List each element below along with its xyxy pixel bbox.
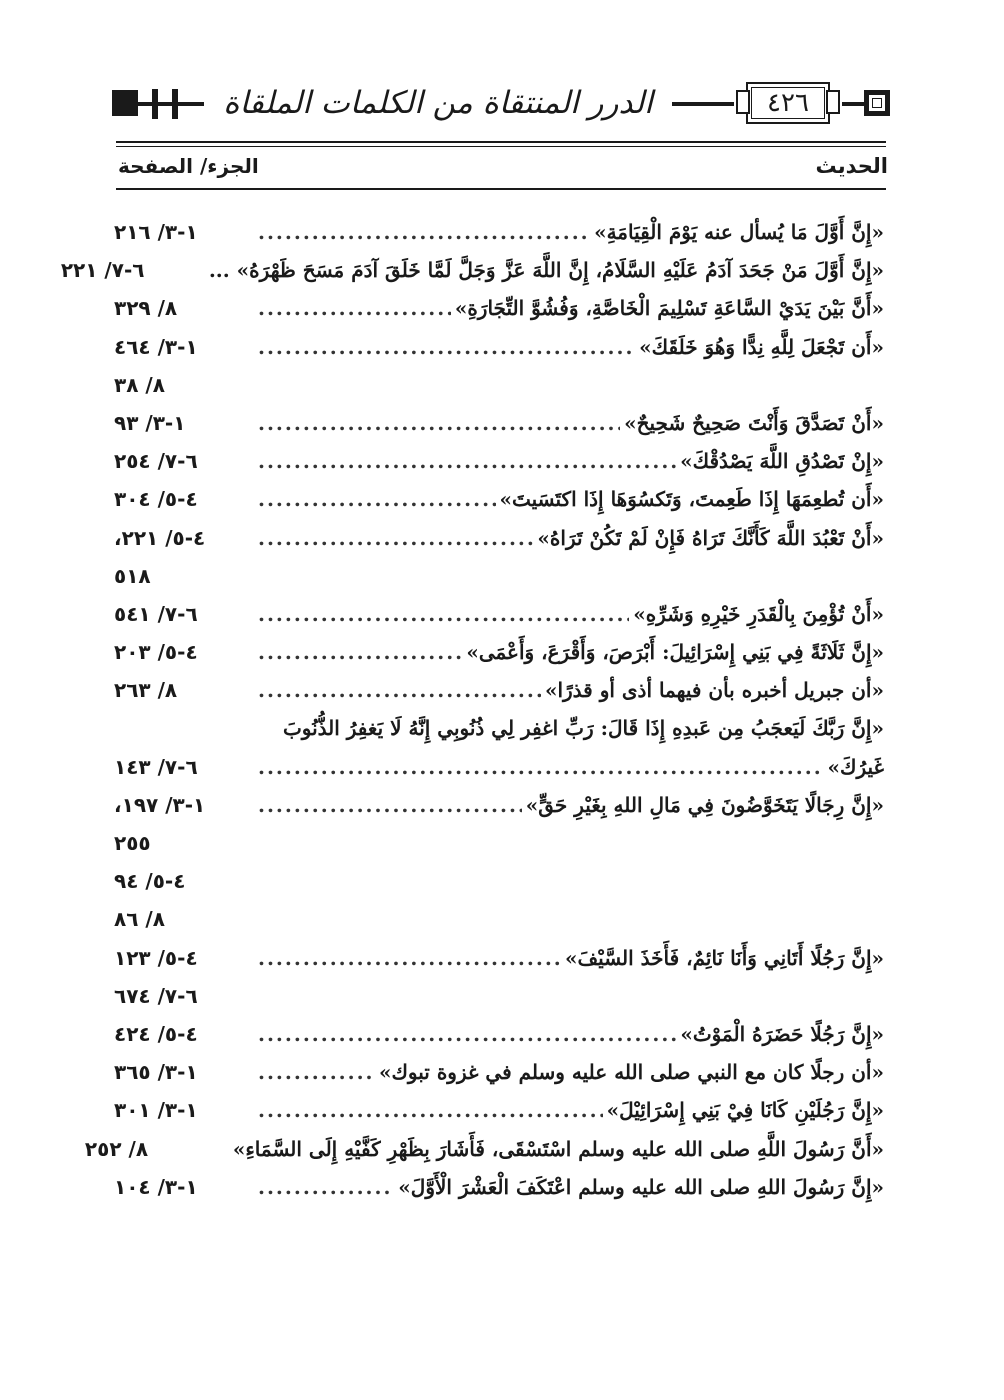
leader-dots bbox=[258, 213, 590, 251]
hadith-text: «أَنْ تَعْبُدَ اللَّهَ كَأَنَّكَ تَرَاهُ فَإِنْ لَمْ تَكُنْ تَرَاهُ» bbox=[537, 525, 884, 550]
index-entry-line bbox=[114, 633, 884, 671]
leader-dots bbox=[258, 1053, 375, 1091]
index-entry bbox=[114, 939, 884, 1015]
index-entry bbox=[114, 786, 884, 939]
header-double-rule bbox=[116, 141, 886, 147]
hadith-text: «إِنَّ رِجَالًا يَتَخَوَّضُونَ فِي مَالِ اللهِ بِغَيْرِ حَقٍّ» bbox=[525, 792, 884, 817]
header-bar-ornament bbox=[152, 89, 158, 119]
volume-page-reference: ٤-٥/ ٤٢٤ bbox=[114, 1021, 198, 1046]
index-entry-line bbox=[114, 1053, 884, 1091]
index-entry bbox=[114, 1015, 884, 1053]
index-entry-line bbox=[114, 977, 884, 1015]
index-entry bbox=[114, 404, 884, 442]
index-entry-line bbox=[60, 251, 884, 289]
index-entry-line bbox=[114, 939, 884, 977]
index-entry bbox=[114, 289, 884, 327]
leader-dots bbox=[258, 595, 629, 633]
header-end-ornament-right bbox=[864, 90, 890, 116]
volume-page-reference: ٤-٥/ ٢٠٣ bbox=[114, 640, 198, 665]
index-entry bbox=[114, 633, 884, 671]
volume-page-reference: ١-٣/ ٣٠١ bbox=[114, 1098, 198, 1123]
hadith-text: «أَن تَجْعَلَ لِلَّهِ نِدًّا وَهُوَ خَلَقَكَ» bbox=[639, 334, 884, 359]
volume-page-reference: ١-٣/ ١٠٤ bbox=[114, 1174, 198, 1199]
volume-page-reference: ٦-٧/ ١٤٣ bbox=[114, 754, 198, 779]
index-entry-line bbox=[114, 289, 884, 327]
index-entry bbox=[114, 328, 884, 404]
volume-page-reference: ١-٣/ ٢١٦ bbox=[114, 220, 198, 244]
hadith-text: «إِنَّ أَوَّلَ مَا يُسأل عنه يَوْمَ الْقِيَامَةِ» bbox=[594, 220, 884, 244]
index-entry bbox=[114, 1053, 884, 1091]
hadith-text: «إِنَّ ثَلَاثَةً فِي بَنِي إِسْرَائِيلَ: أَبْرَصَ، وَأَقْرَعَ، وَأَعْمَى» bbox=[466, 640, 884, 665]
volume-page-reference: ١-٣/ ٩٣ bbox=[114, 410, 186, 435]
hadith-text: «إِنَّ رَبَّكَ لَيَعجَبُ مِن عَبدِهِ إِذَا قَالَ: رَبِّ اغفِر لِي ذُنُوبِي إِنَّهُ لَا يَغفِرُ الذُّنُوبَ bbox=[282, 716, 884, 741]
hadith-text: «أن رجلًا كان مع النبي صلى الله عليه وسلم في غزوة تبوك» bbox=[378, 1060, 884, 1085]
volume-page-reference: ٨/ ٢٥٢ bbox=[84, 1136, 149, 1161]
index-entry-line bbox=[114, 709, 884, 747]
index-entry-line bbox=[114, 1015, 884, 1053]
hadith-index-list bbox=[60, 213, 884, 1206]
index-entry bbox=[114, 595, 884, 633]
hadith-text: «أَنْ تَصَدَّقَ وَأَنْتَ صَحِيحٌ شَحِيحٌ» bbox=[624, 410, 884, 435]
index-entry bbox=[60, 251, 884, 289]
index-entry-line bbox=[114, 366, 884, 404]
hadith-text: «إِنْ تَصْدُقِ اللَّهَ يَصْدُقْكَ» bbox=[680, 449, 884, 474]
index-entry-line bbox=[114, 786, 884, 824]
volume-page-reference: ٤-٥/ ٩٤ bbox=[114, 869, 186, 894]
volume-page-reference: ١-٣/ ٣٦٥ bbox=[114, 1060, 198, 1085]
column-head-rule bbox=[116, 188, 886, 190]
index-entry-line bbox=[114, 480, 884, 518]
index-entry-line bbox=[114, 748, 884, 786]
index-entry-line bbox=[84, 1130, 884, 1168]
hadith-text: «إِنَّ رَجُلَيْنِ كَانَا فِيْ بَنِي إِسْرَائِيْلَ» bbox=[606, 1098, 884, 1123]
book-title: الدرر المنتقاة من الكلمات الملقاة bbox=[204, 78, 672, 128]
volume-page-reference: ٦-٧/ ٢٥٤ bbox=[114, 449, 198, 474]
index-entry-line bbox=[114, 671, 884, 709]
hadith-text: «إِنَّ رَجُلًا أَتَانِي وَأَنَا نَائِمٌ، فَأَخَذَ السَّيْفَ» bbox=[564, 945, 884, 970]
volume-page-reference: ٨/ ٣٨ bbox=[114, 372, 165, 397]
index-entry-line bbox=[114, 1168, 884, 1206]
index-entry-line bbox=[114, 328, 884, 366]
volume-page-reference: ٤-٥/ ٢٢١، bbox=[114, 525, 206, 550]
volume-page-reference: ١-٣/ ١٩٧، bbox=[114, 792, 206, 817]
leader-dots bbox=[258, 442, 676, 480]
index-entry bbox=[114, 519, 884, 595]
hadith-text: «إِنَّ أَوَّلَ مَنْ جَحَدَ آدَمُ عَلَيْهِ السَّلَامُ، إِنَّ اللَّهَ عَزَّ وَجَلَّ لَمَّا خَلَقَ آدَمَ مَسَحَ ظَهْرَهُ» ... bbox=[208, 258, 884, 283]
index-entry-line bbox=[114, 900, 884, 938]
index-entry bbox=[114, 709, 884, 785]
volume-page-reference: ٨/ ٢٦٣ bbox=[114, 678, 178, 703]
volume-page-reference: ٤-٥/ ٣٠٤ bbox=[114, 487, 198, 512]
leader-dots bbox=[258, 633, 462, 671]
leader-dots bbox=[258, 480, 496, 518]
index-entry-line bbox=[114, 1091, 884, 1129]
index-entry-line bbox=[114, 595, 884, 633]
index-entry bbox=[114, 671, 884, 709]
leader-dots bbox=[258, 328, 635, 366]
index-entry bbox=[114, 1168, 884, 1206]
leader-dots bbox=[258, 1091, 603, 1129]
index-entry-line bbox=[114, 519, 884, 557]
index-entry-line bbox=[114, 862, 884, 900]
volume-page-reference: ١-٣/ ٤٦٤ bbox=[114, 334, 198, 359]
leader-dots bbox=[258, 519, 533, 557]
index-entry bbox=[114, 480, 884, 518]
header-end-ornament-left bbox=[112, 90, 138, 116]
leader-dots bbox=[258, 786, 522, 824]
index-entry-line bbox=[114, 824, 884, 862]
volume-page-reference: ٦-٧/ ٥٤١ bbox=[114, 601, 198, 626]
index-entry-line bbox=[114, 442, 884, 480]
hadith-text: «إِنَّ رَجُلًا حَضَرَهُ الْمَوْتُ» bbox=[680, 1021, 884, 1046]
leader-dots bbox=[258, 748, 823, 786]
hadith-text: «أَنَّ بَيْنَ يَدَيْ السَّاعَةِ تَسْلِيمَ الْخَاصَّةِ، وَفُشُوَّ التِّجَارَةِ» bbox=[454, 296, 884, 321]
leader-dots bbox=[258, 404, 620, 442]
index-entry-line bbox=[114, 404, 884, 442]
index-entry bbox=[114, 442, 884, 480]
column-head-hadith: الحديث bbox=[815, 154, 888, 178]
hadith-text: غَيرُكَ» bbox=[827, 754, 884, 779]
leader-dots bbox=[258, 1168, 394, 1206]
hadith-text: «أَنْ تُؤْمِنَ بِالْقَدَرِ خَيْرِهِ وَشَرِّهِ» bbox=[633, 601, 884, 626]
volume-page-reference: ٢٥٥ bbox=[114, 831, 151, 855]
volume-page-reference: ٤-٥/ ١٢٣ bbox=[114, 945, 198, 970]
leader-dots bbox=[258, 671, 541, 709]
index-entry bbox=[84, 1130, 884, 1168]
hadith-text: «أَن تُطعِمَهَا إِذَا طَعِمتَ، وَتَكسُوَهَا إِذَا اكتَسَيتَ» bbox=[499, 487, 884, 512]
volume-page-reference: ٦-٧/ ٢٢١ bbox=[60, 258, 145, 283]
volume-page-reference: ٨/ ٨٦ bbox=[114, 907, 165, 932]
index-entry-line bbox=[114, 213, 884, 251]
hadith-text: «إِنَّ رَسُولَ اللهِ صلى الله عليه وسلم اعْتَكَفَ الْعَشْرَ الْأَوَّلَ» bbox=[398, 1174, 884, 1199]
hadith-text: «أَنَّ رَسُولَ اللَّهِ صلى الله عليه وسلم اسْتَسْقَى، فَأَشَارَ بِظَهْرِ كَفَّيْهِ إِلَى السَّمَاءِ» bbox=[232, 1136, 884, 1161]
volume-page-reference: ٦-٧/ ٦٧٤ bbox=[114, 983, 198, 1008]
page-number-frame bbox=[734, 76, 842, 130]
column-head-reference: الجزء/ الصفحة bbox=[118, 154, 259, 178]
leader-dots bbox=[258, 939, 561, 977]
leader-dots bbox=[258, 289, 451, 327]
header-bar-ornament bbox=[172, 89, 178, 119]
leader-dots bbox=[258, 1015, 676, 1053]
page-number: ٤٢٦ bbox=[767, 88, 809, 118]
volume-page-reference: ٨/ ٣٢٩ bbox=[114, 296, 178, 321]
index-entry bbox=[114, 1091, 884, 1129]
index-entry-line bbox=[114, 557, 884, 595]
index-entry bbox=[114, 213, 884, 251]
hadith-text: «أن جبريل أخبره بأن فيهما أذى أو قذرًا» bbox=[544, 678, 884, 703]
running-header bbox=[112, 72, 890, 136]
volume-page-reference: ٥١٨ bbox=[114, 563, 151, 588]
